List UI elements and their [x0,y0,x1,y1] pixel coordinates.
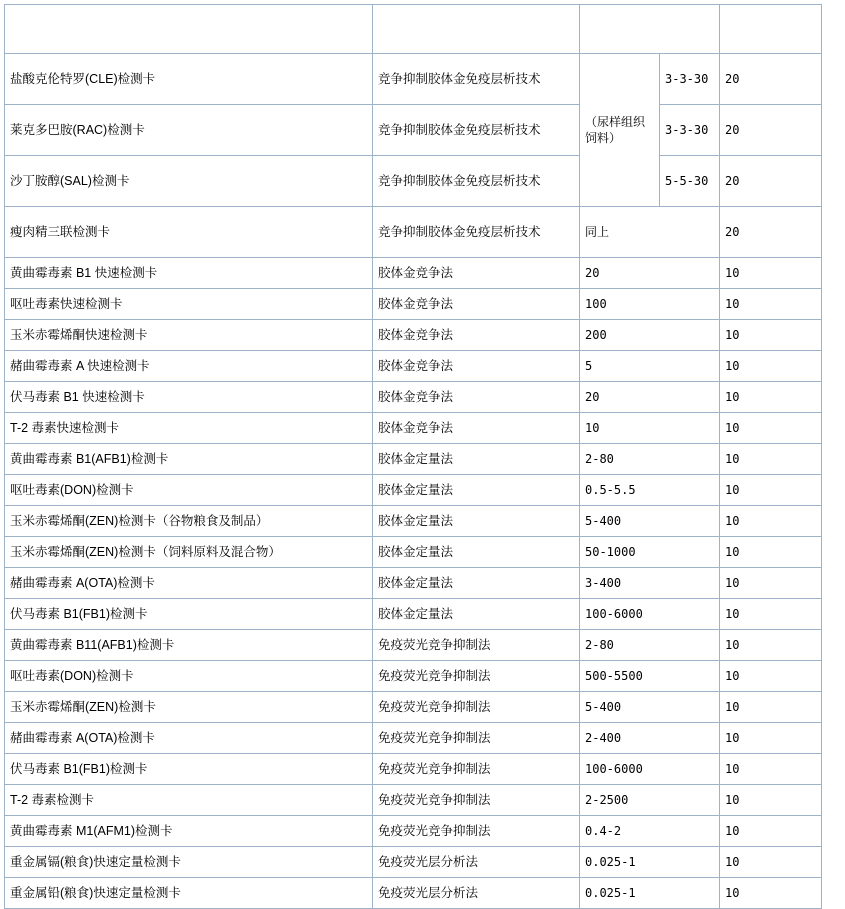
table-row [5,816,822,847]
cell-product-name: 呕吐毒素(DON)检测卡 [5,475,373,506]
cell-specification: 10 [720,816,822,847]
cell-product-name: 伏马毒素 B1 快速检测卡 [5,382,373,413]
cell-product-name: 赭曲霉毒素 A(OTA)检测卡 [5,568,373,599]
cell-detection-principle: 竞争抑制胶体金免疫层析技术 [373,156,580,207]
table-row [5,568,822,599]
cell-product-name: 伏马毒素 B1(FB1)检测卡 [5,754,373,785]
cell-detection-principle: 胶体金竞争法 [373,382,580,413]
cell-detection-limit: 20 [580,382,720,413]
cell-detection-principle: 免疫荧光竞争抑制法 [373,785,580,816]
cell-specification: 10 [720,599,822,630]
cell-detection-limit: 3-400 [580,568,720,599]
cell-product-name: 玉米赤霉烯酮(ZEN)检测卡 [5,692,373,723]
document-sheet [0,4,845,900]
cell-product-name: 莱克多巴胺(RAC)检测卡 [5,105,373,156]
cell-specification: 10 [720,785,822,816]
cell-detection-limit: 2-80 [580,444,720,475]
cell-detection-principle: 胶体金定量法 [373,444,580,475]
cell-product-name: 黄曲霉毒素 B11(AFB1)检测卡 [5,630,373,661]
cell-product-name: 呕吐毒素快速检测卡 [5,289,373,320]
cell-detection-principle: 胶体金定量法 [373,568,580,599]
header-sample-detection-limit [580,5,720,54]
cell-detection-limit-value: 3-3-30 [660,54,720,105]
table-body [5,54,822,909]
header-detection-principle: 检测原理 [373,5,580,54]
cell-product-name: 沙丁胺醇(SAL)检测卡 [5,156,373,207]
cell-detection-limit: 5-400 [580,506,720,537]
cell-detection-limit: 200 [580,320,720,351]
cell-detection-limit: 500-5500 [580,661,720,692]
cell-detection-principle: 免疫荧光竞争抑制法 [373,661,580,692]
cell-detection-limit-value: 5-5-30 [660,156,720,207]
cell-specification: 10 [720,754,822,785]
cell-specification: 20 [720,105,822,156]
table-row [5,444,822,475]
cell-product-name: 黄曲霉毒素 M1(AFM1)检测卡 [5,816,373,847]
cell-specification: 10 [720,630,822,661]
cell-detection-limit: 2-2500 [580,785,720,816]
cell-specification: 10 [720,320,822,351]
table-row [5,351,822,382]
cell-specification: 20 [720,156,822,207]
cell-product-name: 瘦肉精三联检测卡 [5,207,373,258]
cell-detection-principle: 胶体金竞争法 [373,351,580,382]
table-row [5,754,822,785]
header-limit-line1: 样本/ 检测限 [585,12,655,27]
cell-detection-limit: 50-1000 [580,537,720,568]
cell-product-name: 重金属铅(粮食)快速定量检测卡 [5,878,373,909]
cell-specification: 10 [720,413,822,444]
table-row [5,878,822,909]
cell-detection-limit: 0.025-1 [580,847,720,878]
cell-detection-principle: 胶体金定量法 [373,537,580,568]
cell-product-name: 盐酸克伦特罗(CLE)检测卡 [5,54,373,105]
cell-detection-principle: 胶体金竞争法 [373,320,580,351]
table-row [5,320,822,351]
table-row [5,661,822,692]
table-row [5,723,822,754]
cell-specification: 10 [720,351,822,382]
table-header-row [5,5,822,54]
cell-detection-limit: 0.4-2 [580,816,720,847]
table-row [5,785,822,816]
cell-product-name: 黄曲霉毒素 B1 快速检测卡 [5,258,373,289]
table-row [5,475,822,506]
cell-specification: 10 [720,661,822,692]
cell-detection-principle: 免疫荧光竞争抑制法 [373,692,580,723]
cell-product-name: 呕吐毒素(DON)检测卡 [5,661,373,692]
table-row [5,847,822,878]
cell-sample-type: （尿样组织饲料） [580,54,660,207]
cell-specification: 10 [720,506,822,537]
header-limit-line2: (ug/kg、ppb) [585,31,663,45]
cell-detection-limit: 0.5-5.5 [580,475,720,506]
cell-detection-principle: 胶体金竞争法 [373,258,580,289]
table-row [5,289,822,320]
cell-detection-principle: 胶体金竞争法 [373,413,580,444]
table-row [5,599,822,630]
table-row [5,537,822,568]
cell-detection-principle: 免疫荧光竞争抑制法 [373,723,580,754]
table-head [5,5,822,54]
cell-product-name: 赭曲霉毒素 A(OTA)检测卡 [5,723,373,754]
table-row [5,54,822,105]
cell-detection-limit: 10 [580,413,720,444]
cell-specification: 10 [720,444,822,475]
cell-detection-limit: 0.025-1 [580,878,720,909]
table-row [5,692,822,723]
table-row [5,156,822,207]
cell-specification: 10 [720,692,822,723]
cell-detection-limit: 20 [580,258,720,289]
cell-product-name: 赭曲霉毒素 A 快速检测卡 [5,351,373,382]
table-row [5,413,822,444]
table-row [5,382,822,413]
cell-product-name: T-2 毒素检测卡 [5,785,373,816]
cell-specification: 10 [720,847,822,878]
table-row [5,105,822,156]
table-row [5,207,822,258]
header-product-name: 产品名称 [5,5,373,54]
cell-detection-principle: 胶体金定量法 [373,599,580,630]
cell-specification: 10 [720,568,822,599]
cell-detection-principle: 免疫荧光竞争抑制法 [373,630,580,661]
cell-detection-limit: 同上 [580,207,720,258]
cell-specification: 10 [720,382,822,413]
cell-product-name: 重金属镉(粮食)快速定量检测卡 [5,847,373,878]
cell-product-name: 玉米赤霉烯酮(ZEN)检测卡（谷物粮食及制品） [5,506,373,537]
cell-product-name: 玉米赤霉烯酮快速检测卡 [5,320,373,351]
cell-detection-principle: 免疫荧光层分析法 [373,878,580,909]
cell-detection-principle: 免疫荧光竞争抑制法 [373,754,580,785]
cell-detection-limit: 2-80 [580,630,720,661]
cell-detection-limit: 5 [580,351,720,382]
cell-detection-limit: 2-400 [580,723,720,754]
cell-detection-principle: 免疫荧光竞争抑制法 [373,816,580,847]
cell-detection-principle: 胶体金竞争法 [373,289,580,320]
cell-specification: 10 [720,475,822,506]
cell-detection-principle: 胶体金定量法 [373,475,580,506]
table-row [5,630,822,661]
cell-detection-principle: 竞争抑制胶体金免疫层析技术 [373,207,580,258]
cell-detection-limit: 100 [580,289,720,320]
cell-specification: 10 [720,723,822,754]
table-row [5,506,822,537]
cell-specification: 10 [720,258,822,289]
header-specification: 规格(条/盒 [720,5,822,54]
cell-detection-principle: 胶体金定量法 [373,506,580,537]
cell-specification: 20 [720,207,822,258]
table-row [5,258,822,289]
cell-specification: 10 [720,537,822,568]
cell-specification: 20 [720,54,822,105]
cell-specification: 10 [720,878,822,909]
cell-detection-principle: 竞争抑制胶体金免疫层析技术 [373,105,580,156]
cell-detection-limit: 5-400 [580,692,720,723]
cell-detection-limit: 100-6000 [580,599,720,630]
cell-detection-principle: 竞争抑制胶体金免疫层析技术 [373,54,580,105]
cell-specification: 10 [720,289,822,320]
cell-product-name: 玉米赤霉烯酮(ZEN)检测卡（饲料原料及混合物） [5,537,373,568]
product-detection-table [4,4,822,909]
cell-product-name: T-2 毒素快速检测卡 [5,413,373,444]
cell-detection-principle: 免疫荧光层分析法 [373,847,580,878]
cell-product-name: 黄曲霉毒素 B1(AFB1)检测卡 [5,444,373,475]
cell-detection-limit: 100-6000 [580,754,720,785]
cell-detection-limit-value: 3-3-30 [660,105,720,156]
cell-product-name: 伏马毒素 B1(FB1)检测卡 [5,599,373,630]
